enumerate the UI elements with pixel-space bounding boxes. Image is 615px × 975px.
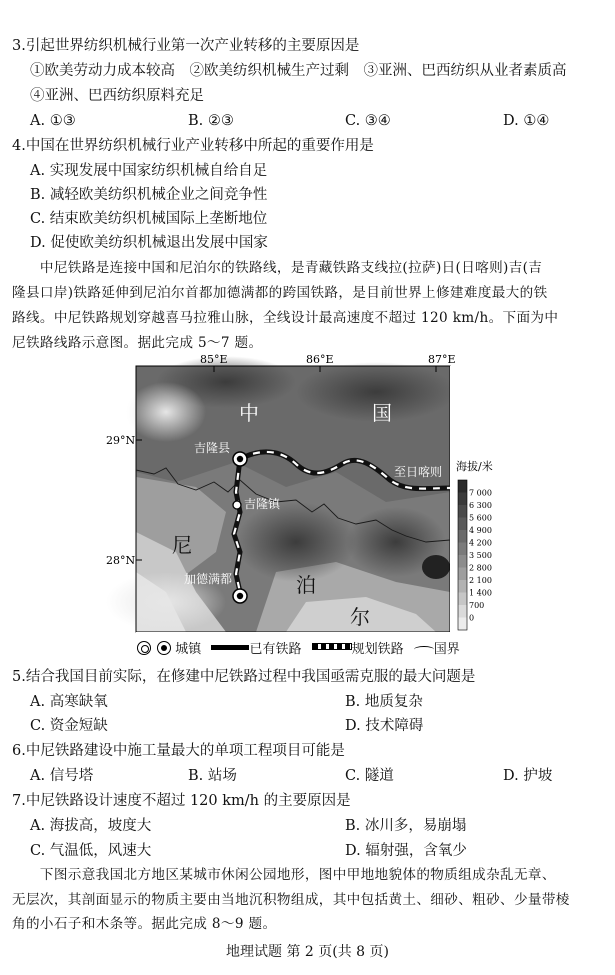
label-nepal-1: 尼 — [172, 533, 192, 557]
q7-option-a: A. 海拔高，坡度大 — [30, 818, 152, 834]
passage2-line-1: 下图示意我国北方地区某城市休闲公园地形，图中甲地地貌体的物质组成杂乱无章、 — [12, 867, 556, 883]
legend-tick-label: 2 100 — [469, 576, 492, 585]
legend-tick-label: 4 900 — [469, 526, 492, 535]
q4-option-a: A. 实现发展中国家纺织机械自给自足 — [30, 163, 268, 179]
legend-tick-label: 4 200 — [469, 538, 492, 548]
q6-option-c: C. 隧道 — [345, 768, 394, 784]
lat-label-29: 29°N — [106, 434, 136, 447]
legend-band — [458, 555, 467, 568]
map-bottom-legend — [137, 640, 460, 660]
legend-tick-label: 6 300 — [469, 501, 492, 510]
q3-statements-2: ④亚洲、巴西纺织原料充足 — [30, 88, 204, 104]
legend-tick-label: 1 400 — [469, 588, 492, 598]
lon-label-85: 85°E — [200, 353, 228, 366]
q5-option-c: C. 资金短缺 — [30, 718, 108, 734]
q7-option-b: B. 冰川多，易崩塌 — [345, 818, 467, 834]
legend-band — [458, 518, 467, 531]
legend-band — [458, 530, 467, 543]
q6-option-d: D. 护坡 — [503, 768, 553, 784]
legend-city-town: 城镇 — [175, 642, 202, 657]
legend-band — [458, 493, 467, 506]
q3-option-b: B. ②③ — [188, 113, 234, 129]
passage2-line-2: 无层次，其剖面显示的物质主要由当地沉积物组成，其中包括黄土、细砂、粗砂、少量带棱 — [12, 892, 570, 908]
q7-option-c: C. 气温低，风速大 — [30, 843, 152, 859]
label-nepal-2: 泊 — [296, 573, 316, 597]
elevation-legend-ticks — [469, 489, 492, 623]
legend-tick-label: 700 — [469, 601, 485, 610]
q6-stem: 6.中尼铁路建设中施工量最大的单项工程项目可能是 — [12, 743, 345, 759]
q4-option-d: D. 促使欧美纺织机械退出发展中国家 — [30, 235, 268, 251]
q4-option-c: C. 结束欧美纺织机械国际上垄断地位 — [30, 211, 268, 227]
label-to-shigatse: 至日喀则 — [394, 465, 443, 479]
legend-band — [458, 480, 467, 493]
q3-statements-1: ①欧美劳动力成本较高 ②欧美纺织机械生产过剩 ③亚洲、巴西纺织从业者素质高 — [30, 63, 567, 79]
q4-option-b: B. 减轻欧美纺织机械企业之间竞争性 — [30, 187, 268, 203]
passage1-line-3: 路线。中尼铁路规划穿越喜马拉雅山脉，全线设计最高速度不超过 120 km/h。下面为中 — [12, 310, 559, 326]
q6-option-a: A. 信号塔 — [30, 768, 94, 784]
q7-stem: 7.中尼铁路设计速度不超过 120 km/h 的主要原因是 — [12, 793, 351, 809]
china-nepal-railway-map — [106, 352, 493, 634]
legend-band — [458, 505, 467, 518]
q3-option-d: D. ①④ — [503, 113, 550, 129]
elevation-legend-bar — [458, 480, 467, 630]
q3-option-a: A. ①③ — [30, 113, 76, 129]
q5-option-a: A. 高寒缺氧 — [30, 694, 108, 710]
q4-stem: 4.中国在世界纺织机械行业产业转移中所起的重要作用是 — [12, 138, 374, 154]
legend-tick-label: 7 000 — [469, 488, 492, 498]
q6-option-b: B. 站场 — [188, 768, 237, 784]
label-jilong-town: 吉隆镇 — [244, 497, 281, 511]
legend-tick-label: 0 — [469, 613, 475, 623]
existing-railway-icon — [211, 645, 249, 650]
jilong-town-marker — [233, 501, 241, 509]
legend-planned-railway: 规划铁路 — [351, 642, 404, 657]
legend-border: 国界 — [433, 642, 460, 657]
lon-label-86: 86°E — [306, 353, 334, 366]
legend-band — [458, 605, 467, 618]
q3-stem: 3.引起世界纺织机械行业第一次产业转移的主要原因是 — [12, 38, 360, 54]
legend-band — [458, 593, 467, 606]
lon-label-87: 87°E — [428, 353, 456, 366]
legend-tick-label: 3 500 — [469, 551, 492, 560]
legend-band — [458, 580, 467, 593]
lat-label-28: 28°N — [106, 554, 136, 567]
legend-tick-label: 5 600 — [469, 513, 492, 523]
q5-stem: 5.结合我国目前实际，在修建中尼铁路过程中我国亟需克服的最大问题是 — [12, 669, 476, 685]
city-symbol-icon — [137, 641, 151, 655]
page-footer: 地理试题 第 2 页(共 8 页) — [226, 944, 389, 960]
q5-option-d: D. 技术障碍 — [345, 718, 424, 734]
passage1-line-4: 尼铁路线路示意图。据此完成 5～7 题。 — [12, 335, 263, 351]
passage1-line-2: 隆县口岸)铁路延伸到尼泊尔首都加德满都的跨国铁路，是目前世界上修建难度最大的铁 — [12, 285, 548, 301]
label-china-2: 国 — [372, 401, 392, 425]
passage2-line-3: 角的小石子和木条等。据此完成 8～9 题。 — [12, 916, 277, 932]
label-jilong-county: 吉隆县 — [194, 441, 231, 455]
legend-title: 海拔/米 — [456, 460, 493, 473]
q3-option-c: C. ③④ — [345, 113, 391, 129]
q5-option-b: B. 地质复杂 — [345, 694, 423, 710]
label-kathmandu: 加德满都 — [184, 572, 233, 586]
passage1-line-1: 中尼铁路是连接中国和尼泊尔的铁路线，是青藏铁路支线拉(拉萨)日(日喀则)吉(吉 — [12, 260, 543, 276]
legend-tick-label: 2 800 — [469, 563, 492, 573]
q7-option-d: D. 辐射强，含氧少 — [345, 843, 467, 859]
legend-band — [458, 618, 467, 631]
planned-railway-icon — [312, 643, 352, 650]
label-nepal-3: 尔 — [350, 605, 370, 629]
legend-band — [458, 568, 467, 581]
border-line-icon — [414, 646, 434, 653]
town-symbol-icon — [157, 641, 171, 655]
legend-band — [458, 543, 467, 556]
label-china-1: 中 — [239, 401, 259, 425]
legend-existing-railway: 已有铁路 — [249, 642, 302, 657]
